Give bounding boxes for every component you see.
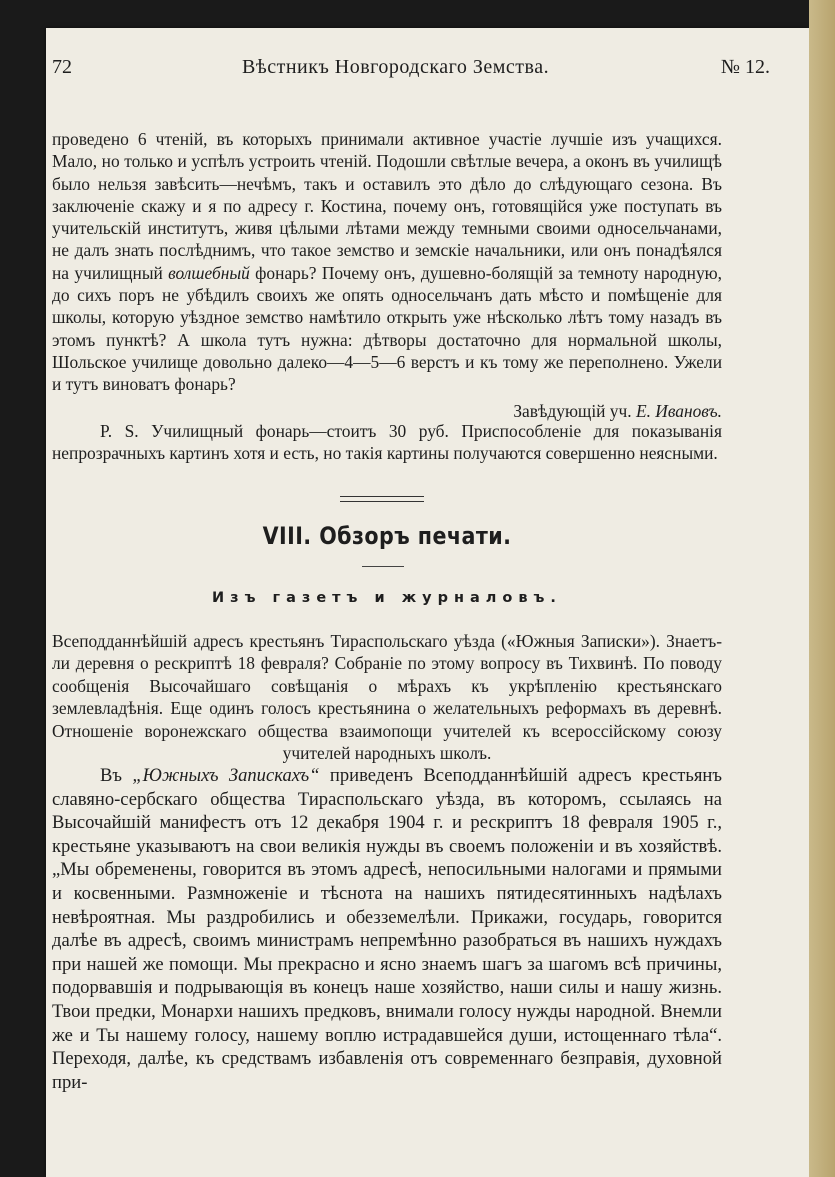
subsection-title: Изъ газетъ и журналовъ.	[212, 590, 562, 606]
letter-text-tail: фонарь? Почему онъ, душевно-болящій за темноту народную, до сихъ поръ не убѣдилъ своихъ же опять односельчанъ дать мѣсто и помѣщеніе для школы, которую уѣздное земство намѣтило открыть уже нѣсколько лѣтъ тому назадъ въ этомъ пунктѣ? А школа тутъ нужна: дѣтворы достаточно для нормальной школы, Шольское училище довольно далеко—4—5—6 верстъ и къ тому же переполнено. Ужели и тутъ виноватъ фонарь?	[52, 262, 722, 395]
signature-role: Завѣдующій уч.	[513, 400, 632, 421]
article-text: приведенъ Всеподданнѣйшій адресъ крестьянъ славяно-сербскаго общества Тираспольскаго уѣзда, въ которомъ, ссылаясь на Высочайшій манифестъ отъ 12 декабря 1904 г. и рескриптъ 18 февраля 1905 г., крестьяне указываютъ на свои великія нужды въ своемъ положеніи и въ хозяйствѣ. „Мы обременены, говорится въ этомъ адресѣ, непосильными налогами и прямыми и косвенными. Размноженіе и тѣснота на нашихъ пятидесятинныхъ надѣлахъ невѣроятная. Мы раздробились и обезземелѣли. Прикажи, государь, говорится далѣе въ адресѣ, своимъ министрамъ непремѣнно разобраться въ нашихъ нуждахъ при нашей же помощи. Мы прекрасно и ясно знаемъ шагъ за шагомъ всѣ причины, подорвавшія и подрывающія въ конецъ наше хозяйство, наши силы и нашу жизнь. Твои предки, Монархи нашихъ предковъ, внимали голосу нужды народной. Внемли же и Ты нашему голосу, нашему воплю истрадавшейся души, истощеннаго тѣла“. Переходя, далѣе, къ средствамъ избавленія отъ современнаго безправія, духовной при-	[52, 765, 722, 1093]
letter-italic-word: волшебный	[168, 262, 250, 283]
page-number: 72	[52, 56, 72, 78]
section-title: VIII. Обзоръ печати.	[262, 522, 512, 550]
article-lead: Въ	[100, 765, 133, 786]
postscript-block	[52, 420, 722, 465]
section-divider	[340, 496, 424, 502]
title-underline	[362, 566, 404, 567]
adjacent-page-edge	[809, 0, 835, 1177]
postscript: P. S. Училищный фонарь—стоитъ 30 руб. Приспособленіе для показыванія непрозрачныхъ картинъ хотя и есть, но такія картины получаются совершенно неясными.	[52, 421, 722, 464]
article-source: „Южныхъ Запискахъ“	[132, 765, 320, 786]
contents-summary: Всеподданнѣйшій адресъ крестьянъ Тираспольскаго уѣзда («Южныя Записки»). Знаетъ-ли деревня о рескриптѣ 18 февраля? Собраніе по этому вопросу въ Тихвинѣ. По поводу сообщенія Высочайшаго совѣщанія о мѣрахъ къ укрѣпленію крестьянскаго землевладѣнія. Еще одинъ голосъ крестьянина о желательныхъ реформахъ въ деревнѣ. Отношеніе воронежскаго общества взаимопощи учителей къ всероссійскому союзу учителей народныхъ школъ.	[52, 631, 722, 764]
running-header	[52, 56, 770, 86]
journal-title: Вѣстникъ Новгородскаго Земства.	[242, 56, 550, 78]
letter-paragraph	[52, 128, 722, 396]
continued-letter	[52, 128, 722, 422]
issue-number: № 12.	[720, 56, 770, 78]
letter-text-lead: проведено 6 чтеній, въ которыхъ принимали активное участіе лучшіе изъ учащихся. Мало, но только и успѣлъ устроить чтеній. Подошли свѣтлые вечера, а оконъ въ училищѣ было нельзя завѣсить—нечѣмъ, такъ и оставилъ это дѣло до слѣдующаго сезона. Въ заключеніе скажу и я по адресу г. Костина, почему онъ, готовящійся уже поступать въ учительскій институтъ, живя цѣлыми лѣтами между темными своими односельчанами, не далъ знать послѣднимъ, что такое земство и земскіе начальники, или онъ понадѣялся на училищный	[52, 129, 722, 283]
article-body	[52, 764, 722, 1094]
signature	[52, 400, 722, 422]
signature-name: Е. Ивановъ.	[635, 400, 722, 421]
